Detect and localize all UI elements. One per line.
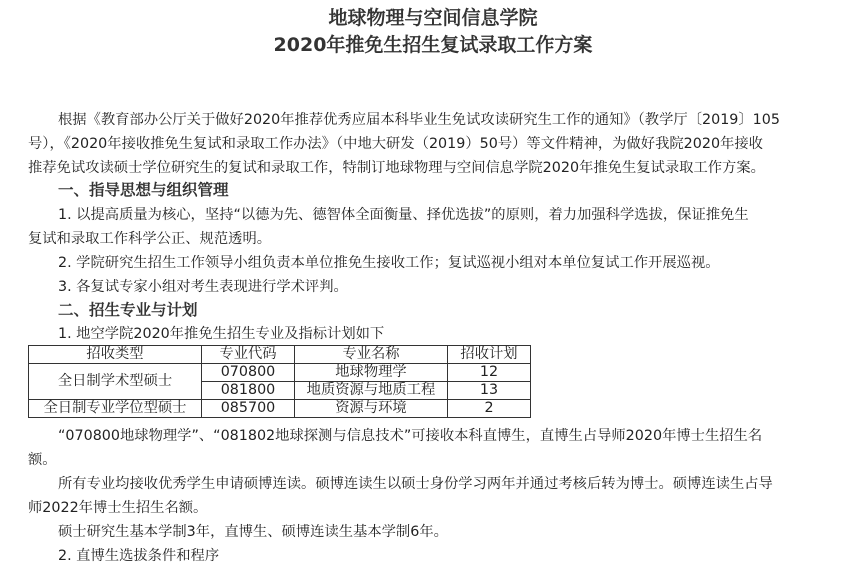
section2-note1-line2: 额。	[28, 452, 57, 468]
table-row	[29, 364, 531, 382]
section2-note2-line2: 师2022年博士生招生名额。	[28, 500, 208, 516]
section1-item1-line2: 复试和录取工作科学公正、规范透明。	[28, 231, 272, 247]
intro-line-3: 推荐免试攻读硕士学位研究生的复试和录取工作，特制订地球物理与空间信息学院2020年推免生复试录取工作方案。	[28, 160, 765, 176]
table-header-cell: 招收计划	[448, 346, 531, 364]
section1-item1-line1: 1. 以提高质量为核心，坚持“以德为先、德智体全面衡量、择优选拔”的原则，着力加强科学选拔，保证推免生	[58, 207, 749, 223]
table-cell-type: 全日制学术型硕士	[29, 364, 202, 400]
intro-paragraph	[28, 108, 858, 180]
section2-note1-line1: “070800地球物理学”、“081802地球探测与信息技术”可接收本科直博生，直博生占导师2020年博士生招生名	[58, 428, 763, 444]
table-cell-plan: 13	[448, 382, 531, 400]
table-header-cell: 专业名称	[295, 346, 448, 364]
table-cell-name: 地球物理学	[295, 364, 448, 382]
section1-item2: 2. 学院研究生招生工作领导小组负责本单位推免生接收工作；复试巡视小组对本单位复试工作开展巡视。	[58, 255, 720, 271]
table-row	[29, 400, 531, 418]
section1-heading: 一、指导思想与组织管理	[58, 181, 229, 199]
table-cell-name: 地质资源与地质工程	[295, 382, 448, 400]
table-header-cell: 招收类型	[29, 346, 202, 364]
section2-heading: 二、招生专业与计划	[58, 301, 198, 319]
table-cell-plan: 2	[448, 400, 531, 418]
section2-item2: 2. 直博生选拔条件和程序	[58, 548, 220, 564]
table-cell-type: 全日制专业学位型硕士	[29, 400, 202, 418]
section2-note3: 硕士研究生基本学制3年，直博生、硕博连读生基本学制6年。	[58, 524, 448, 540]
table-cell-name: 资源与环境	[295, 400, 448, 418]
section1-item3: 3. 各复试专家小组对考生表现进行学术评判。	[58, 279, 348, 295]
section2-item1: 1. 地空学院2020年推免生招生专业及指标计划如下	[58, 326, 385, 342]
table-cell-plan: 12	[448, 364, 531, 382]
document-subtitle: 2020年推免生招生复试录取工作方案	[273, 34, 593, 56]
table-header-row	[29, 346, 531, 364]
intro-line-2: 号），《2020年接收推免生复试和录取工作办法》（中地大研发（2019）50号）等文件精神，为做好我院2020年接收	[28, 136, 763, 152]
intro-line-1: 根据《教育部办公厅关于做好2020年推荐优秀应届本科毕业生免试攻读研究生工作的通知》（教学厅〔2019〕105	[58, 112, 780, 128]
section2-note2-line1: 所有专业均接收优秀学生申请硕博连读。硕博连读生以硕士身份学习两年并通过考核后转为博士。硕博连读生占导	[58, 476, 773, 492]
document-title: 地球物理与空间信息学院	[328, 7, 538, 29]
table-cell-code: 081800	[202, 382, 295, 400]
enrollment-plan-table	[28, 345, 531, 418]
table-cell-code: 085700	[202, 400, 295, 418]
table-cell-code: 070800	[202, 364, 295, 382]
table-header-cell: 专业代码	[202, 346, 295, 364]
